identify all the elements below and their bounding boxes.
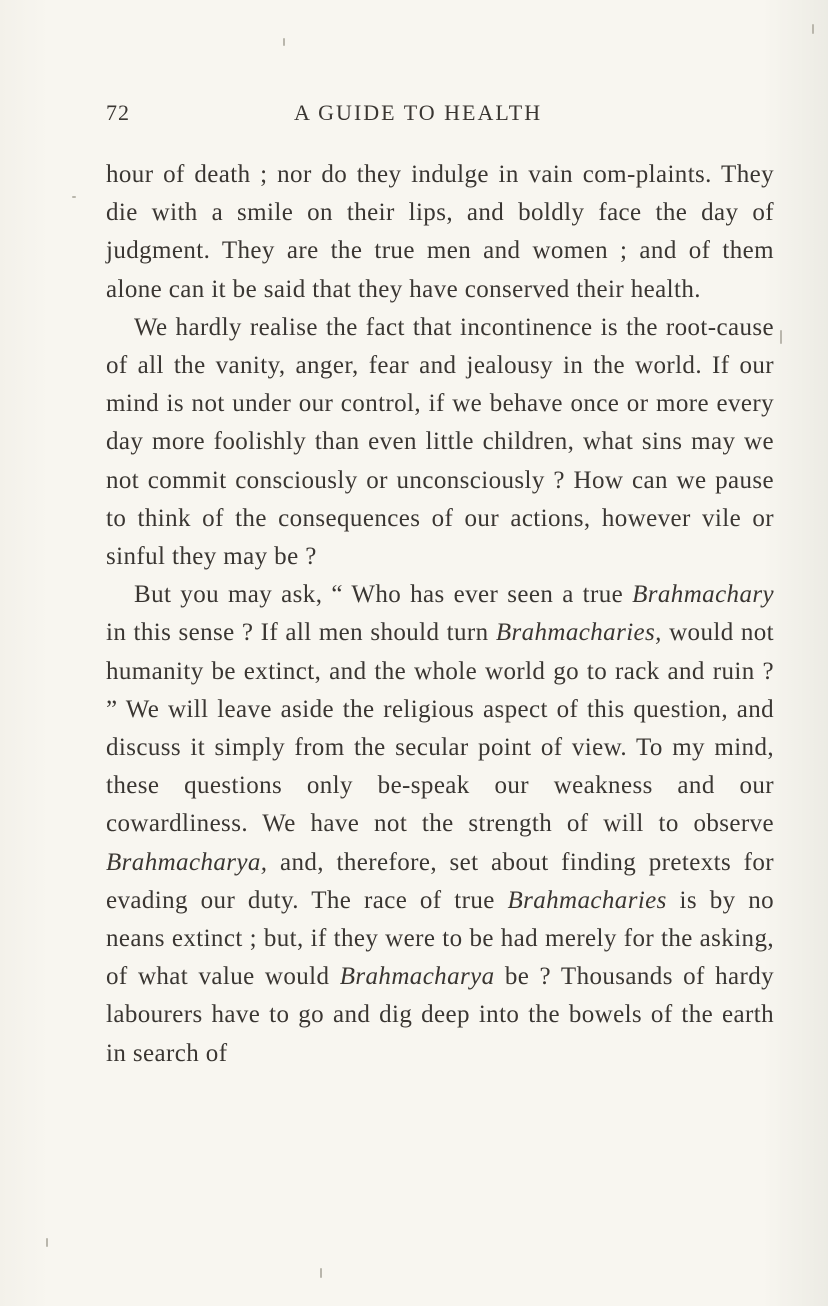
italic-term: Brahmacharya xyxy=(339,963,495,991)
paragraph-1 xyxy=(106,156,774,309)
scan-speck xyxy=(283,38,285,46)
text-segment: But you may ask, “ Who has ever seen a true xyxy=(134,581,633,609)
scan-speck xyxy=(320,1268,322,1278)
scan-speck xyxy=(72,196,76,198)
running-title: A GUIDE TO HEALTH xyxy=(294,100,543,125)
italic-term: Brahmacharya, xyxy=(106,848,268,876)
scan-speck xyxy=(46,1238,48,1247)
page-header xyxy=(0,100,828,136)
italic-term: Brahmachary xyxy=(632,581,774,609)
body-text xyxy=(106,156,774,1073)
paragraph-3 xyxy=(106,576,774,1073)
text-segment: in this sense ? If all men should turn xyxy=(106,619,496,647)
text-segment: would not humanity be extinct, and the whole world go to rack and ruin ? ” We will leave aside the religious aspect of this question, and discuss it simply from the secular point of view. To my mind, these questions only be-speak our weakness and our cowardliness. We have not the strength of will to observe xyxy=(106,619,774,838)
text-segment: is by no neans extinct ; but, if they were to be had merely for the asking, of what value would xyxy=(106,886,774,991)
text-segment: and, therefore, set about finding pretexts for evading our duty. The race of true xyxy=(106,848,774,914)
page-number: 72 xyxy=(106,100,130,125)
italic-term: Brahmacharies xyxy=(507,886,667,914)
text-segment: We hardly realise the fact that incontinence is the root-cause of all the vanity, anger, fear and jealousy in the world. If our mind is not under our control, if we behave once or more every day more foolishly than even little children, what sins may we not commit consciously or unconsciously ? How can we pause to think of the consequences of our actions, however vile or sinful they may be ? xyxy=(106,313,774,571)
text-segment: be ? Thousands of hardy labourers have to go and dig deep into the bowels of the earth in search of xyxy=(106,963,775,1067)
scan-speck xyxy=(780,330,782,344)
scan-speck xyxy=(812,24,814,34)
italic-term: Brahmacharies, xyxy=(495,619,662,647)
text-segment: hour of death ; nor do they indulge in vain com-plaints. They die with a smile on their lips, and boldly face the day of judgment. They are the true men and women ; and of them alone can it be said that they have conserved their health. xyxy=(106,161,774,303)
paragraph-2 xyxy=(106,309,774,576)
